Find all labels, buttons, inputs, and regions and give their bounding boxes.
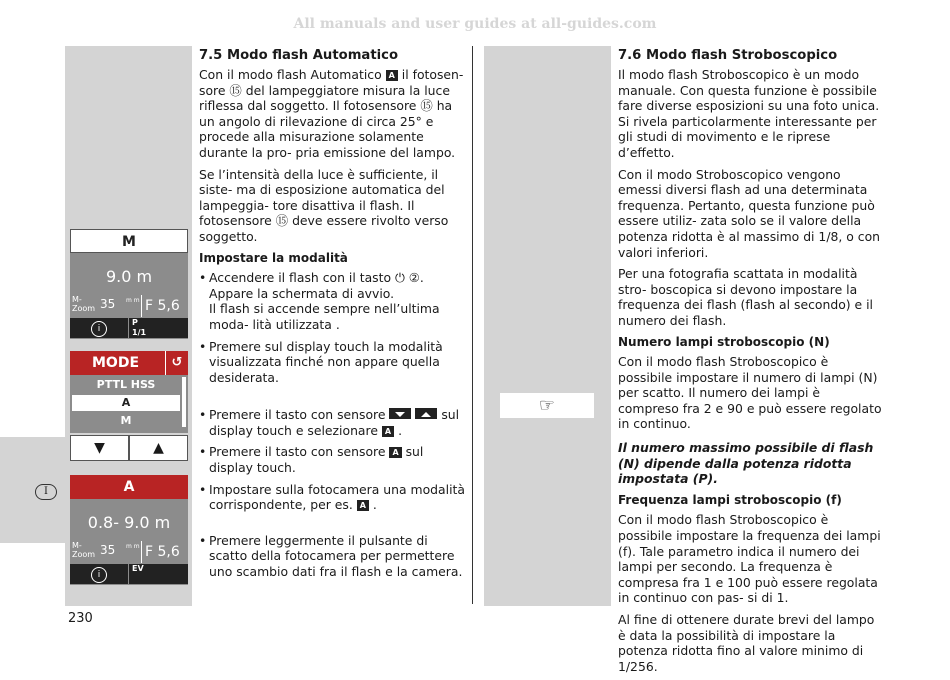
- down-arrow-button[interactable]: ▼: [70, 435, 129, 461]
- step-3: • Premere il tasto con sensore sul display touch e selezionare A .: [199, 407, 467, 438]
- left-column: [199, 48, 467, 586]
- lcd-manual-mode: [70, 229, 188, 339]
- subheading-set-mode: Impostare la modalità: [199, 250, 348, 265]
- info-icon[interactable]: i: [91, 567, 107, 583]
- text: Con il modo flash Automatico: [199, 67, 382, 82]
- text: Premere il tasto con sensore: [209, 444, 386, 460]
- page-number: 230: [68, 611, 93, 626]
- lcd-automatic-mode: [70, 475, 188, 585]
- section-title-stroboscopic: 7.6 Modo flash Stroboscopico: [618, 48, 838, 63]
- back-icon[interactable]: ↺: [165, 351, 188, 375]
- aperture-value: F 5,6: [141, 295, 188, 317]
- zoom-unit: m m: [126, 543, 140, 550]
- menu-item-m[interactable]: M: [72, 413, 180, 429]
- mode-a-badge: A: [389, 447, 401, 458]
- menu-item-pttl-hss[interactable]: PTTL HSS: [72, 377, 180, 393]
- zoom-label-2: Zoom: [72, 550, 96, 559]
- zoom-value: 35: [100, 543, 116, 557]
- paragraph-min-power: Al fine di ottenere durate brevi del lampo è data la possibilità di impostare la potenza ridotta fino al valore minimo di 1/256.: [618, 612, 875, 674]
- text: sul display touch e selezionare: [209, 407, 460, 438]
- aperture-value: F 5,6: [141, 541, 188, 563]
- text: sore ⑮ del lampeggiatore misura la luce riflessa dal soggetto. Il fotosensore ⑮ ha un angolo di rilevazione di circa 25° e procede alla misurazione solamente durante la pro- pria emissione del lampo.: [199, 82, 456, 160]
- zoom-label: M-: [72, 295, 82, 304]
- zoom-value: 35: [100, 297, 116, 311]
- mode-a-badge: A: [357, 500, 369, 511]
- language-tab[interactable]: I: [35, 484, 57, 500]
- text: Premere il tasto con sensore: [209, 407, 386, 423]
- up-arrow-icon: [415, 408, 437, 419]
- ev-label: EV: [129, 564, 188, 584]
- info-icon[interactable]: i: [91, 321, 107, 337]
- right-margin-strip: [484, 46, 611, 606]
- step-2: • Premere sul display touch la modalità visualizzata finché non appare quella desiderata.: [199, 339, 467, 386]
- subheading-frequency: Frequenza lampi stroboscopio (f): [618, 492, 842, 507]
- lcd2-mode-label: A: [70, 475, 188, 499]
- step-1: [199, 270, 467, 332]
- section-title-automatic: 7.5 Modo flash Automatico: [199, 48, 399, 63]
- up-arrow-button[interactable]: ▲: [129, 435, 188, 461]
- mode-a-badge: A: [386, 70, 398, 81]
- right-column: [618, 48, 883, 680]
- subheading-flash-count: Numero lampi stroboscopio (N): [618, 334, 830, 349]
- paragraph-strobo-frequency: Con il modo Stroboscopico vengono emessi diversi flash ad una determinata frequenza. Pertanto, questa funzione può essere utiliz- zata solo se il valore della potenza ridotta è al massimo di 1/8, o con valori inferiori.: [618, 166, 881, 260]
- menu-title: MODE: [92, 355, 140, 371]
- paragraph-strobo-settings: Per una fotografia scattata in modalità stro- boscopica si devono impostare la frequenza dei flash (flash al secondo) e il numero dei flash.: [618, 266, 873, 328]
- paragraph-strobo-intro: Il modo flash Stroboscopico è un modo manuale. Con questa funzione è possibile fare diverse esposizioni su una foto unica. Si rivela particolarmente interessante per gli studi di movimento e le riprese d’effetto.: [618, 67, 880, 160]
- text: Accendere il flash con il tasto ⏻ ②.: [209, 270, 424, 286]
- lcd2-distance: 0.8- 9.0 m: [70, 499, 188, 541]
- text: Impostare sulla fotocamera una modalità corrispondente, per es.: [209, 481, 465, 513]
- step-4: [199, 444, 467, 475]
- lcd-mode-label: M: [70, 229, 188, 253]
- paragraph-frequency: Con il modo flash Stroboscopico è possibile impostare la frequenza dei lampi (f). Tale parametro indica il numero dei lampi per secondo. La frequenza è compresa fra 1 e 100 può essere regolata in continuo con pas- si di 1.: [618, 512, 881, 606]
- text: Appare la schermata di avvio.: [209, 285, 395, 301]
- mode-menu: [70, 351, 188, 461]
- text: il fotosen-: [401, 67, 464, 82]
- step-6: • Premere leggermente il pulsante di scatto della fotocamera per permettere uno scambio dati fra il flash e la camera.: [199, 533, 467, 580]
- step-5: • Impostare sulla fotocamera una modalità corrispondente, per es. A .: [199, 482, 467, 513]
- mode-a-badge: A: [382, 426, 394, 437]
- lcd-distance: 9.0 m: [70, 253, 188, 295]
- column-divider: [472, 46, 473, 604]
- menu-item-a[interactable]: A: [72, 395, 180, 411]
- down-arrow-icon: [389, 408, 411, 419]
- power-label: P: [132, 318, 138, 327]
- note-max-flashes: Il numero massimo possibile di flash (N) dipende dalla potenza ridotta impostata (P).: [618, 440, 874, 487]
- text: Il flash si accende sempre nell’ultima moda- lità utilizzata .: [209, 301, 440, 332]
- text: sul display touch.: [209, 444, 424, 476]
- power-value: 1/1: [132, 328, 147, 337]
- watermark: All manuals and user guides at all-guides.com: [293, 16, 657, 32]
- steps-list: [199, 270, 467, 580]
- zoom-label-2: Zoom: [72, 304, 96, 313]
- paragraph-intro: [199, 67, 467, 161]
- pointing-hand-icon: ☞: [500, 393, 594, 418]
- paragraph-sensor: Se l’intensità della luce è sufficiente, il siste- ma di esposizione automatica del lampeggia- tore disattiva il flash. Il fotosensore ⑮ deve essere rivolto verso soggetto.: [199, 166, 449, 244]
- zoom-unit: m m: [126, 297, 140, 304]
- menu-scrollbar[interactable]: [182, 377, 186, 427]
- zoom-label: M-: [72, 541, 82, 550]
- paragraph-flash-count: Con il modo flash Stroboscopico è possibile impostare il numero di lampi (N) per scatto. Il numero dei lampi è compreso fra 2 e 90 e può essere regolato in continuo.: [618, 354, 882, 432]
